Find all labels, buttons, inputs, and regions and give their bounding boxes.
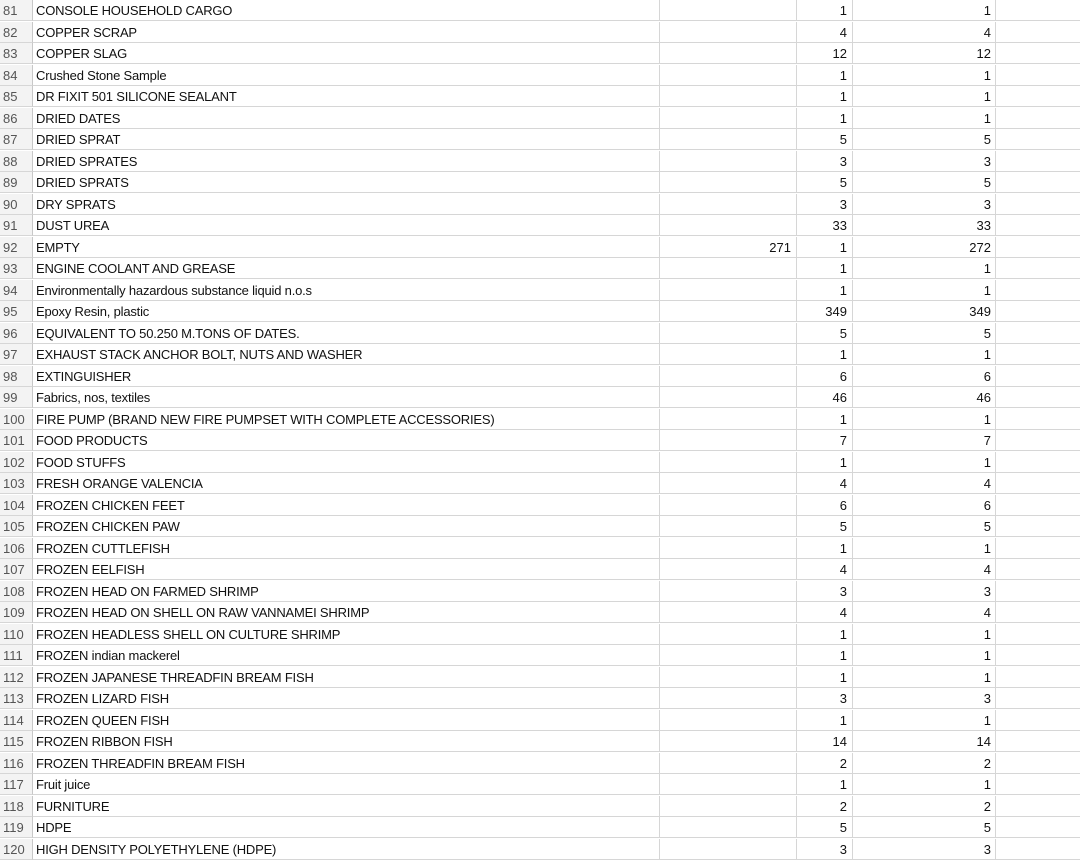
cell-description[interactable]: COPPER SLAG bbox=[33, 43, 660, 64]
cell-description[interactable]: DUST UREA bbox=[33, 215, 660, 236]
cell-total[interactable]: 5 bbox=[853, 516, 996, 537]
cell-description[interactable]: EXTINGUISHER bbox=[33, 366, 660, 387]
cell-value-b[interactable] bbox=[660, 645, 797, 666]
cell-value-b[interactable] bbox=[660, 344, 797, 365]
cell-description[interactable]: FIRE PUMP (BRAND NEW FIRE PUMPSET WITH COMPLETE ACCESSORIES) bbox=[33, 409, 660, 430]
cell-value-c[interactable]: 1 bbox=[797, 774, 853, 795]
table-row bbox=[0, 43, 1080, 65]
cell-value-b[interactable] bbox=[660, 194, 797, 215]
cell-description[interactable]: EMPTY bbox=[33, 237, 660, 258]
table-row bbox=[0, 323, 1080, 345]
cell-value-b[interactable] bbox=[660, 258, 797, 279]
cell-description[interactable]: ENGINE COOLANT AND GREASE bbox=[33, 258, 660, 279]
cell-value-b[interactable] bbox=[660, 774, 797, 795]
cell-total[interactable]: 1 bbox=[853, 108, 996, 129]
table-row bbox=[0, 194, 1080, 216]
cell-description[interactable]: CONSOLE HOUSEHOLD CARGO bbox=[33, 0, 660, 21]
cell-value-c[interactable]: 349 bbox=[797, 301, 853, 322]
cell-total[interactable]: 1 bbox=[853, 645, 996, 666]
cell-total[interactable]: 6 bbox=[853, 366, 996, 387]
cell-empty[interactable] bbox=[996, 839, 1080, 860]
cell-value-c[interactable]: 1 bbox=[797, 624, 853, 645]
cell-total[interactable]: 5 bbox=[853, 129, 996, 150]
cell-description[interactable]: HDPE bbox=[33, 817, 660, 838]
row-header: 85 bbox=[0, 86, 33, 107]
cell-total[interactable]: 33 bbox=[853, 215, 996, 236]
cell-total[interactable]: 3 bbox=[853, 194, 996, 215]
table-row bbox=[0, 108, 1080, 130]
cell-description[interactable]: FOOD STUFFS bbox=[33, 452, 660, 473]
cell-value-b[interactable] bbox=[660, 108, 797, 129]
cell-value-c[interactable]: 1 bbox=[797, 237, 853, 258]
cell-total[interactable]: 6 bbox=[853, 495, 996, 516]
cell-total[interactable]: 1 bbox=[853, 0, 996, 21]
row-header: 107 bbox=[0, 559, 33, 580]
cell-value-b[interactable] bbox=[660, 323, 797, 344]
row-header: 97 bbox=[0, 344, 33, 365]
cell-value-c[interactable]: 3 bbox=[797, 688, 853, 709]
cell-total[interactable]: 3 bbox=[853, 581, 996, 602]
cell-description[interactable]: FURNITURE bbox=[33, 796, 660, 817]
cell-description[interactable]: FROZEN QUEEN FISH bbox=[33, 710, 660, 731]
cell-value-b[interactable] bbox=[660, 301, 797, 322]
cell-empty[interactable] bbox=[996, 409, 1080, 430]
cell-description[interactable]: Environmentally hazardous substance liquid n.o.s bbox=[33, 280, 660, 301]
cell-empty[interactable] bbox=[996, 172, 1080, 193]
cell-value-b[interactable] bbox=[660, 366, 797, 387]
cell-value-c[interactable]: 5 bbox=[797, 817, 853, 838]
cell-value-b[interactable] bbox=[660, 409, 797, 430]
cell-description[interactable]: Fabrics, nos, textiles bbox=[33, 387, 660, 408]
table-row bbox=[0, 667, 1080, 689]
row-header: 118 bbox=[0, 796, 33, 817]
cell-empty[interactable] bbox=[996, 731, 1080, 752]
cell-description[interactable]: DRIED DATES bbox=[33, 108, 660, 129]
cell-value-b[interactable] bbox=[660, 151, 797, 172]
cell-value-c[interactable]: 6 bbox=[797, 366, 853, 387]
cell-total[interactable]: 4 bbox=[853, 602, 996, 623]
table-row bbox=[0, 581, 1080, 603]
cell-value-b[interactable] bbox=[660, 86, 797, 107]
cell-description[interactable]: FROZEN indian mackerel bbox=[33, 645, 660, 666]
table-row bbox=[0, 22, 1080, 44]
table-row bbox=[0, 731, 1080, 753]
cell-description[interactable]: DR FIXIT 501 SILICONE SEALANT bbox=[33, 86, 660, 107]
table-row bbox=[0, 409, 1080, 431]
cell-empty[interactable] bbox=[996, 108, 1080, 129]
cell-value-b[interactable] bbox=[660, 667, 797, 688]
cell-value-b[interactable] bbox=[660, 172, 797, 193]
cell-empty[interactable] bbox=[996, 22, 1080, 43]
cell-total[interactable]: 3 bbox=[853, 839, 996, 860]
row-header: 120 bbox=[0, 839, 33, 860]
cell-value-b[interactable] bbox=[660, 495, 797, 516]
cell-total[interactable]: 12 bbox=[853, 43, 996, 64]
cell-empty[interactable] bbox=[996, 323, 1080, 344]
cell-value-c[interactable]: 5 bbox=[797, 172, 853, 193]
cell-value-c[interactable]: 4 bbox=[797, 473, 853, 494]
cell-value-c[interactable]: 4 bbox=[797, 559, 853, 580]
cell-total[interactable]: 5 bbox=[853, 817, 996, 838]
cell-empty[interactable] bbox=[996, 43, 1080, 64]
cell-value-b[interactable] bbox=[660, 516, 797, 537]
table-row bbox=[0, 280, 1080, 302]
table-row bbox=[0, 839, 1080, 861]
row-header: 113 bbox=[0, 688, 33, 709]
cell-description[interactable]: Epoxy Resin, plastic bbox=[33, 301, 660, 322]
table-row bbox=[0, 688, 1080, 710]
cell-empty[interactable] bbox=[996, 473, 1080, 494]
cell-total[interactable]: 1 bbox=[853, 774, 996, 795]
cell-value-b[interactable] bbox=[660, 796, 797, 817]
cell-total[interactable]: 4 bbox=[853, 22, 996, 43]
cell-value-c[interactable]: 6 bbox=[797, 495, 853, 516]
cell-value-c[interactable]: 1 bbox=[797, 344, 853, 365]
cell-empty[interactable] bbox=[996, 581, 1080, 602]
cell-total[interactable]: 1 bbox=[853, 409, 996, 430]
cell-description[interactable]: DRY SPRATS bbox=[33, 194, 660, 215]
cell-description[interactable]: DRIED SPRAT bbox=[33, 129, 660, 150]
cell-value-b[interactable] bbox=[660, 22, 797, 43]
cell-description[interactable]: FROZEN JAPANESE THREADFIN BREAM FISH bbox=[33, 667, 660, 688]
cell-description[interactable]: Crushed Stone Sample bbox=[33, 65, 660, 86]
cell-total[interactable]: 1 bbox=[853, 452, 996, 473]
cell-value-c[interactable]: 1 bbox=[797, 538, 853, 559]
row-header: 88 bbox=[0, 151, 33, 172]
cell-total[interactable]: 3 bbox=[853, 151, 996, 172]
cell-value-b[interactable] bbox=[660, 602, 797, 623]
table-row bbox=[0, 366, 1080, 388]
row-header: 102 bbox=[0, 452, 33, 473]
row-header: 103 bbox=[0, 473, 33, 494]
row-header: 87 bbox=[0, 129, 33, 150]
row-header: 110 bbox=[0, 624, 33, 645]
cell-value-c[interactable]: 4 bbox=[797, 22, 853, 43]
cell-empty[interactable] bbox=[996, 65, 1080, 86]
table-row bbox=[0, 258, 1080, 280]
table-row bbox=[0, 129, 1080, 151]
row-header: 101 bbox=[0, 430, 33, 451]
cell-empty[interactable] bbox=[996, 430, 1080, 451]
table-row bbox=[0, 753, 1080, 775]
table-row bbox=[0, 344, 1080, 366]
cell-total[interactable]: 1 bbox=[853, 65, 996, 86]
cell-empty[interactable] bbox=[996, 495, 1080, 516]
cell-value-c[interactable]: 5 bbox=[797, 323, 853, 344]
cell-empty[interactable] bbox=[996, 688, 1080, 709]
cell-total[interactable]: 1 bbox=[853, 258, 996, 279]
cell-value-c[interactable]: 1 bbox=[797, 0, 853, 21]
cell-empty[interactable] bbox=[996, 129, 1080, 150]
cell-value-b[interactable]: 271 bbox=[660, 237, 797, 258]
table-row bbox=[0, 516, 1080, 538]
table-row bbox=[0, 817, 1080, 839]
row-header: 119 bbox=[0, 817, 33, 838]
cell-value-b[interactable] bbox=[660, 0, 797, 21]
row-header: 98 bbox=[0, 366, 33, 387]
cell-total[interactable]: 3 bbox=[853, 688, 996, 709]
cell-total[interactable]: 46 bbox=[853, 387, 996, 408]
cell-value-c[interactable]: 7 bbox=[797, 430, 853, 451]
cell-empty[interactable] bbox=[996, 710, 1080, 731]
cell-value-c[interactable]: 3 bbox=[797, 581, 853, 602]
cell-total[interactable]: 2 bbox=[853, 753, 996, 774]
cell-empty[interactable] bbox=[996, 194, 1080, 215]
row-header: 105 bbox=[0, 516, 33, 537]
cell-value-b[interactable] bbox=[660, 581, 797, 602]
table-row bbox=[0, 710, 1080, 732]
cell-total[interactable]: 1 bbox=[853, 667, 996, 688]
row-header: 108 bbox=[0, 581, 33, 602]
table-row bbox=[0, 151, 1080, 173]
row-header: 91 bbox=[0, 215, 33, 236]
cell-description[interactable]: FROZEN LIZARD FISH bbox=[33, 688, 660, 709]
table-row bbox=[0, 172, 1080, 194]
cell-value-b[interactable] bbox=[660, 430, 797, 451]
cell-empty[interactable] bbox=[996, 452, 1080, 473]
table-row bbox=[0, 0, 1080, 22]
cell-empty[interactable] bbox=[996, 817, 1080, 838]
cell-description[interactable]: EQUIVALENT TO 50.250 M.TONS OF DATES. bbox=[33, 323, 660, 344]
row-header: 99 bbox=[0, 387, 33, 408]
cell-empty[interactable] bbox=[996, 258, 1080, 279]
table-row bbox=[0, 645, 1080, 667]
cell-empty[interactable] bbox=[996, 237, 1080, 258]
cell-empty[interactable] bbox=[996, 774, 1080, 795]
table-row bbox=[0, 86, 1080, 108]
row-header: 81 bbox=[0, 0, 33, 21]
cell-value-b[interactable] bbox=[660, 538, 797, 559]
cell-value-b[interactable] bbox=[660, 473, 797, 494]
cell-total[interactable]: 4 bbox=[853, 473, 996, 494]
table-row bbox=[0, 215, 1080, 237]
cell-description[interactable]: HIGH DENSITY POLYETHYLENE (HDPE) bbox=[33, 839, 660, 860]
cell-description[interactable]: FROZEN CHICKEN FEET bbox=[33, 495, 660, 516]
row-header: 95 bbox=[0, 301, 33, 322]
cell-value-c[interactable]: 14 bbox=[797, 731, 853, 752]
table-row bbox=[0, 559, 1080, 581]
row-header: 90 bbox=[0, 194, 33, 215]
cell-description[interactable]: FROZEN HEADLESS SHELL ON CULTURE SHRIMP bbox=[33, 624, 660, 645]
table-row bbox=[0, 301, 1080, 323]
cell-description[interactable]: FROZEN HEAD ON FARMED SHRIMP bbox=[33, 581, 660, 602]
cell-description[interactable]: COPPER SCRAP bbox=[33, 22, 660, 43]
cell-total[interactable]: 7 bbox=[853, 430, 996, 451]
table-row bbox=[0, 538, 1080, 560]
cell-value-b[interactable] bbox=[660, 559, 797, 580]
cell-value-c[interactable]: 2 bbox=[797, 753, 853, 774]
cell-value-c[interactable]: 1 bbox=[797, 667, 853, 688]
cell-total[interactable]: 272 bbox=[853, 237, 996, 258]
cell-value-c[interactable]: 3 bbox=[797, 839, 853, 860]
cell-total[interactable]: 1 bbox=[853, 538, 996, 559]
cell-empty[interactable] bbox=[996, 215, 1080, 236]
cell-empty[interactable] bbox=[996, 796, 1080, 817]
cell-total[interactable]: 349 bbox=[853, 301, 996, 322]
table-row bbox=[0, 774, 1080, 796]
cell-value-c[interactable]: 1 bbox=[797, 86, 853, 107]
cell-value-c[interactable]: 1 bbox=[797, 645, 853, 666]
cell-value-c[interactable]: 1 bbox=[797, 108, 853, 129]
cell-description[interactable]: FROZEN RIBBON FISH bbox=[33, 731, 660, 752]
cell-total[interactable]: 5 bbox=[853, 172, 996, 193]
table-row bbox=[0, 452, 1080, 474]
table-row bbox=[0, 430, 1080, 452]
table-row bbox=[0, 387, 1080, 409]
row-header: 117 bbox=[0, 774, 33, 795]
table-row bbox=[0, 473, 1080, 495]
row-header: 109 bbox=[0, 602, 33, 623]
cell-empty[interactable] bbox=[996, 516, 1080, 537]
cell-empty[interactable] bbox=[996, 645, 1080, 666]
table-row bbox=[0, 796, 1080, 818]
row-header: 86 bbox=[0, 108, 33, 129]
cell-value-c[interactable]: 1 bbox=[797, 258, 853, 279]
table-row bbox=[0, 602, 1080, 624]
cell-empty[interactable] bbox=[996, 667, 1080, 688]
row-header: 106 bbox=[0, 538, 33, 559]
row-header: 82 bbox=[0, 22, 33, 43]
cell-total[interactable]: 1 bbox=[853, 86, 996, 107]
cell-description[interactable]: FROZEN EELFISH bbox=[33, 559, 660, 580]
cell-value-c[interactable]: 1 bbox=[797, 452, 853, 473]
cell-total[interactable]: 1 bbox=[853, 710, 996, 731]
cell-description[interactable]: FRESH ORANGE VALENCIA bbox=[33, 473, 660, 494]
cell-description[interactable]: FROZEN HEAD ON SHELL ON RAW VANNAMEI SHRIMP bbox=[33, 602, 660, 623]
cell-value-b[interactable] bbox=[660, 129, 797, 150]
row-header: 89 bbox=[0, 172, 33, 193]
table-row bbox=[0, 495, 1080, 517]
cell-total[interactable]: 1 bbox=[853, 624, 996, 645]
cell-value-b[interactable] bbox=[660, 280, 797, 301]
row-header: 83 bbox=[0, 43, 33, 64]
cell-total[interactable]: 1 bbox=[853, 344, 996, 365]
cell-value-c[interactable]: 2 bbox=[797, 796, 853, 817]
cell-empty[interactable] bbox=[996, 344, 1080, 365]
row-header: 96 bbox=[0, 323, 33, 344]
row-header: 84 bbox=[0, 65, 33, 86]
cell-value-b[interactable] bbox=[660, 215, 797, 236]
table-row bbox=[0, 624, 1080, 646]
cell-empty[interactable] bbox=[996, 301, 1080, 322]
cell-empty[interactable] bbox=[996, 151, 1080, 172]
cell-value-c[interactable]: 3 bbox=[797, 194, 853, 215]
cell-empty[interactable] bbox=[996, 86, 1080, 107]
row-header: 111 bbox=[0, 645, 33, 666]
cell-value-b[interactable] bbox=[660, 43, 797, 64]
row-header: 100 bbox=[0, 409, 33, 430]
row-header: 104 bbox=[0, 495, 33, 516]
cell-value-c[interactable]: 46 bbox=[797, 387, 853, 408]
cell-description[interactable]: FROZEN CUTTLEFISH bbox=[33, 538, 660, 559]
cell-value-b[interactable] bbox=[660, 710, 797, 731]
cell-description[interactable]: Fruit juice bbox=[33, 774, 660, 795]
row-header: 94 bbox=[0, 280, 33, 301]
cell-value-c[interactable]: 1 bbox=[797, 65, 853, 86]
cell-value-c[interactable]: 3 bbox=[797, 151, 853, 172]
cell-value-b[interactable] bbox=[660, 839, 797, 860]
cell-value-b[interactable] bbox=[660, 817, 797, 838]
cell-description[interactable]: EXHAUST STACK ANCHOR BOLT, NUTS AND WASHER bbox=[33, 344, 660, 365]
cell-empty[interactable] bbox=[996, 280, 1080, 301]
cell-value-b[interactable] bbox=[660, 452, 797, 473]
table-row bbox=[0, 237, 1080, 259]
cell-total[interactable]: 5 bbox=[853, 323, 996, 344]
cell-description[interactable]: FOOD PRODUCTS bbox=[33, 430, 660, 451]
row-header: 115 bbox=[0, 731, 33, 752]
row-header: 92 bbox=[0, 237, 33, 258]
cell-value-c[interactable]: 5 bbox=[797, 516, 853, 537]
cell-empty[interactable] bbox=[996, 559, 1080, 580]
cell-empty[interactable] bbox=[996, 624, 1080, 645]
cell-total[interactable]: 1 bbox=[853, 280, 996, 301]
row-header: 112 bbox=[0, 667, 33, 688]
cell-empty[interactable] bbox=[996, 602, 1080, 623]
cell-empty[interactable] bbox=[996, 366, 1080, 387]
cell-empty[interactable] bbox=[996, 0, 1080, 21]
cell-value-b[interactable] bbox=[660, 688, 797, 709]
cell-value-c[interactable]: 12 bbox=[797, 43, 853, 64]
cell-value-c[interactable]: 5 bbox=[797, 129, 853, 150]
cell-value-c[interactable]: 1 bbox=[797, 280, 853, 301]
cell-description[interactable]: FROZEN CHICKEN PAW bbox=[33, 516, 660, 537]
cell-value-c[interactable]: 1 bbox=[797, 409, 853, 430]
cell-value-b[interactable] bbox=[660, 753, 797, 774]
cell-value-b[interactable] bbox=[660, 65, 797, 86]
cell-value-c[interactable]: 33 bbox=[797, 215, 853, 236]
cell-total[interactable]: 4 bbox=[853, 559, 996, 580]
cell-value-b[interactable] bbox=[660, 387, 797, 408]
cell-total[interactable]: 14 bbox=[853, 731, 996, 752]
cell-description[interactable]: DRIED SPRATS bbox=[33, 172, 660, 193]
cell-value-c[interactable]: 1 bbox=[797, 710, 853, 731]
cell-value-b[interactable] bbox=[660, 624, 797, 645]
row-header: 114 bbox=[0, 710, 33, 731]
cell-total[interactable]: 2 bbox=[853, 796, 996, 817]
cell-description[interactable]: FROZEN THREADFIN BREAM FISH bbox=[33, 753, 660, 774]
cell-empty[interactable] bbox=[996, 538, 1080, 559]
cell-value-c[interactable]: 4 bbox=[797, 602, 853, 623]
cell-description[interactable]: DRIED SPRATES bbox=[33, 151, 660, 172]
table-row bbox=[0, 65, 1080, 87]
cell-value-b[interactable] bbox=[660, 731, 797, 752]
row-header: 116 bbox=[0, 753, 33, 774]
row-header: 93 bbox=[0, 258, 33, 279]
cell-empty[interactable] bbox=[996, 387, 1080, 408]
cell-empty[interactable] bbox=[996, 753, 1080, 774]
